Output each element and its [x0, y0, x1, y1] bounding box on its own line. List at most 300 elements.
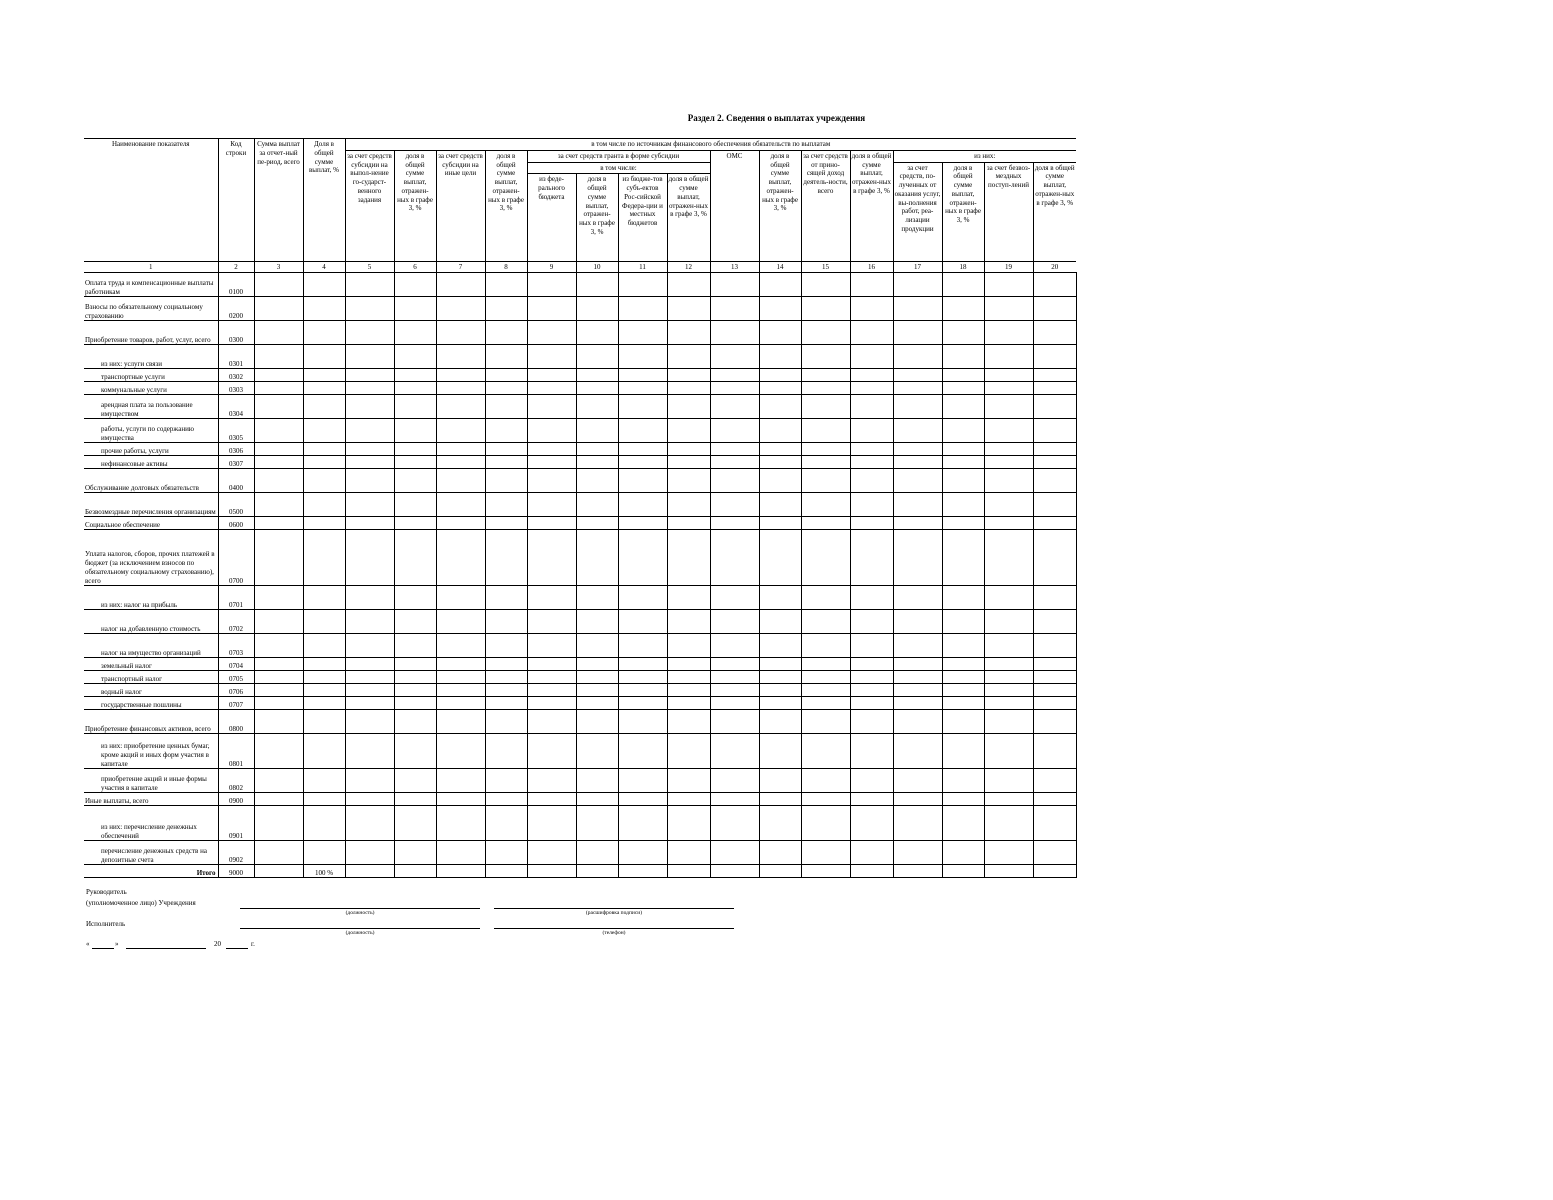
- value-cell[interactable]: [667, 793, 710, 806]
- value-cell[interactable]: [394, 443, 436, 456]
- value-cell[interactable]: [942, 297, 984, 321]
- value-cell[interactable]: [527, 841, 576, 865]
- value-cell[interactable]: [618, 769, 667, 793]
- value-cell[interactable]: [984, 697, 1033, 710]
- value-cell[interactable]: [1033, 841, 1076, 865]
- value-cell[interactable]: [527, 469, 576, 493]
- value-cell[interactable]: [893, 793, 942, 806]
- value-cell[interactable]: [801, 793, 850, 806]
- value-cell[interactable]: [893, 610, 942, 634]
- value-cell[interactable]: [1033, 610, 1076, 634]
- value-cell[interactable]: [527, 345, 576, 369]
- value-cell[interactable]: [394, 419, 436, 443]
- value-cell[interactable]: [436, 345, 485, 369]
- value-cell[interactable]: [345, 382, 394, 395]
- value-cell[interactable]: [345, 769, 394, 793]
- value-cell[interactable]: [710, 634, 759, 658]
- value-cell[interactable]: [759, 395, 801, 419]
- value-cell[interactable]: [942, 769, 984, 793]
- value-cell[interactable]: [618, 658, 667, 671]
- value-cell[interactable]: [984, 493, 1033, 517]
- value-cell[interactable]: [801, 671, 850, 684]
- value-cell[interactable]: [984, 806, 1033, 841]
- value-cell[interactable]: [667, 586, 710, 610]
- value-cell[interactable]: [345, 369, 394, 382]
- value-cell[interactable]: [394, 658, 436, 671]
- value-cell[interactable]: [942, 806, 984, 841]
- value-cell[interactable]: [527, 297, 576, 321]
- value-cell[interactable]: [984, 395, 1033, 419]
- value-cell[interactable]: [345, 684, 394, 697]
- value-cell[interactable]: [618, 793, 667, 806]
- value-cell[interactable]: [394, 734, 436, 769]
- value-cell[interactable]: [527, 395, 576, 419]
- value-cell[interactable]: [667, 321, 710, 345]
- value-cell[interactable]: [618, 297, 667, 321]
- value-cell[interactable]: [345, 530, 394, 586]
- value-cell[interactable]: [576, 610, 618, 634]
- value-cell[interactable]: [710, 395, 759, 419]
- value-cell[interactable]: [576, 443, 618, 456]
- value-cell[interactable]: [710, 517, 759, 530]
- value-cell[interactable]: [436, 395, 485, 419]
- value-cell[interactable]: [710, 273, 759, 297]
- value-cell[interactable]: [942, 493, 984, 517]
- value-cell[interactable]: [984, 273, 1033, 297]
- value-cell[interactable]: [527, 684, 576, 697]
- value-cell[interactable]: [893, 658, 942, 671]
- value-cell[interactable]: [394, 634, 436, 658]
- value-cell[interactable]: [801, 806, 850, 841]
- value-cell[interactable]: [942, 321, 984, 345]
- value-cell[interactable]: [576, 684, 618, 697]
- value-cell[interactable]: [303, 684, 345, 697]
- value-cell[interactable]: [303, 530, 345, 586]
- value-cell[interactable]: [893, 321, 942, 345]
- value-cell[interactable]: [394, 710, 436, 734]
- value-cell[interactable]: [942, 530, 984, 586]
- value-cell[interactable]: [710, 734, 759, 769]
- value-cell[interactable]: [1033, 273, 1076, 297]
- value-cell[interactable]: [618, 865, 667, 878]
- value-cell[interactable]: [759, 517, 801, 530]
- value-cell[interactable]: [485, 493, 527, 517]
- value-cell[interactable]: [436, 806, 485, 841]
- value-cell[interactable]: [759, 710, 801, 734]
- value-cell[interactable]: [576, 634, 618, 658]
- value-cell[interactable]: [527, 734, 576, 769]
- value-cell[interactable]: [485, 841, 527, 865]
- value-cell[interactable]: [576, 297, 618, 321]
- value-cell[interactable]: [801, 634, 850, 658]
- value-cell[interactable]: [394, 530, 436, 586]
- value-cell[interactable]: [984, 419, 1033, 443]
- value-cell[interactable]: [984, 382, 1033, 395]
- value-cell[interactable]: [893, 456, 942, 469]
- value-cell[interactable]: [394, 793, 436, 806]
- value-cell[interactable]: [667, 684, 710, 697]
- value-cell[interactable]: [759, 530, 801, 586]
- value-cell[interactable]: [850, 273, 893, 297]
- value-cell[interactable]: [485, 658, 527, 671]
- value-cell[interactable]: [850, 710, 893, 734]
- value-cell[interactable]: [303, 321, 345, 345]
- value-cell[interactable]: [618, 671, 667, 684]
- value-cell[interactable]: [984, 658, 1033, 671]
- value-cell[interactable]: [759, 865, 801, 878]
- value-cell[interactable]: [710, 684, 759, 697]
- value-cell[interactable]: [394, 469, 436, 493]
- value-cell[interactable]: [303, 841, 345, 865]
- value-cell[interactable]: [667, 382, 710, 395]
- value-cell[interactable]: [1033, 865, 1076, 878]
- value-cell[interactable]: [1033, 456, 1076, 469]
- value-cell[interactable]: [254, 382, 303, 395]
- value-cell[interactable]: [436, 793, 485, 806]
- value-cell[interactable]: [1033, 806, 1076, 841]
- value-cell[interactable]: [759, 469, 801, 493]
- value-cell[interactable]: [801, 345, 850, 369]
- value-cell[interactable]: [710, 369, 759, 382]
- value-cell[interactable]: [303, 297, 345, 321]
- value-cell[interactable]: [710, 658, 759, 671]
- value-cell[interactable]: [527, 697, 576, 710]
- value-cell[interactable]: [436, 493, 485, 517]
- value-cell[interactable]: [850, 734, 893, 769]
- value-cell[interactable]: [850, 517, 893, 530]
- value-cell[interactable]: [485, 321, 527, 345]
- value-cell[interactable]: [893, 443, 942, 456]
- value-cell[interactable]: [618, 530, 667, 586]
- value-cell[interactable]: [527, 517, 576, 530]
- value-cell[interactable]: [436, 517, 485, 530]
- value-cell[interactable]: [303, 517, 345, 530]
- value-cell[interactable]: [984, 443, 1033, 456]
- value-cell[interactable]: [710, 297, 759, 321]
- value-cell[interactable]: [345, 865, 394, 878]
- value-cell[interactable]: [394, 671, 436, 684]
- value-cell[interactable]: [710, 841, 759, 865]
- value-cell[interactable]: [984, 734, 1033, 769]
- value-cell[interactable]: [485, 469, 527, 493]
- value-cell[interactable]: [984, 345, 1033, 369]
- value-cell[interactable]: [850, 530, 893, 586]
- value-cell[interactable]: [485, 345, 527, 369]
- value-cell[interactable]: [801, 684, 850, 697]
- value-cell[interactable]: [801, 273, 850, 297]
- value-cell[interactable]: [1033, 586, 1076, 610]
- value-cell[interactable]: [345, 586, 394, 610]
- value-cell[interactable]: [576, 517, 618, 530]
- value-cell[interactable]: [618, 586, 667, 610]
- value-cell[interactable]: [527, 273, 576, 297]
- value-cell[interactable]: [1033, 697, 1076, 710]
- value-cell[interactable]: [1033, 517, 1076, 530]
- value-cell[interactable]: [1033, 710, 1076, 734]
- value-cell[interactable]: [303, 345, 345, 369]
- value-cell[interactable]: [436, 369, 485, 382]
- value-cell[interactable]: [893, 697, 942, 710]
- value-cell[interactable]: [942, 684, 984, 697]
- value-cell[interactable]: [850, 382, 893, 395]
- value-cell[interactable]: [801, 734, 850, 769]
- value-cell[interactable]: [436, 586, 485, 610]
- value-cell[interactable]: [254, 671, 303, 684]
- value-cell[interactable]: [254, 734, 303, 769]
- value-cell[interactable]: [942, 658, 984, 671]
- value-cell[interactable]: [618, 493, 667, 517]
- value-cell[interactable]: [667, 610, 710, 634]
- value-cell[interactable]: [394, 610, 436, 634]
- value-cell[interactable]: [303, 658, 345, 671]
- value-cell[interactable]: [667, 530, 710, 586]
- value-cell[interactable]: [893, 345, 942, 369]
- value-cell[interactable]: [759, 734, 801, 769]
- value-cell[interactable]: [984, 586, 1033, 610]
- value-cell[interactable]: [759, 793, 801, 806]
- value-cell[interactable]: [759, 369, 801, 382]
- value-cell[interactable]: [254, 769, 303, 793]
- value-cell[interactable]: [254, 456, 303, 469]
- value-cell[interactable]: [801, 395, 850, 419]
- value-cell[interactable]: [527, 443, 576, 456]
- value-cell[interactable]: [667, 273, 710, 297]
- value-cell[interactable]: [667, 493, 710, 517]
- value-cell[interactable]: [667, 456, 710, 469]
- value-cell[interactable]: [710, 469, 759, 493]
- value-cell[interactable]: [710, 610, 759, 634]
- value-cell[interactable]: [984, 793, 1033, 806]
- value-cell[interactable]: [254, 530, 303, 586]
- value-cell[interactable]: [485, 610, 527, 634]
- value-cell[interactable]: [303, 734, 345, 769]
- value-cell[interactable]: [576, 734, 618, 769]
- value-cell[interactable]: [436, 456, 485, 469]
- value-cell[interactable]: [345, 419, 394, 443]
- value-cell[interactable]: [1033, 671, 1076, 684]
- value-cell[interactable]: [527, 793, 576, 806]
- value-cell[interactable]: [893, 469, 942, 493]
- value-cell[interactable]: [576, 841, 618, 865]
- value-cell[interactable]: [850, 419, 893, 443]
- value-cell[interactable]: [618, 634, 667, 658]
- value-cell[interactable]: [527, 806, 576, 841]
- value-cell[interactable]: [394, 586, 436, 610]
- value-cell[interactable]: [303, 369, 345, 382]
- value-cell[interactable]: [710, 345, 759, 369]
- value-cell[interactable]: [527, 586, 576, 610]
- value-cell[interactable]: [759, 443, 801, 456]
- value-cell[interactable]: [667, 369, 710, 382]
- value-cell[interactable]: [254, 443, 303, 456]
- value-cell[interactable]: [618, 684, 667, 697]
- value-cell[interactable]: [759, 456, 801, 469]
- value-cell[interactable]: [984, 321, 1033, 345]
- value-cell[interactable]: [801, 610, 850, 634]
- value-cell[interactable]: [254, 369, 303, 382]
- value-cell[interactable]: [801, 710, 850, 734]
- value-cell[interactable]: [667, 734, 710, 769]
- value-cell[interactable]: [801, 658, 850, 671]
- value-cell[interactable]: [436, 469, 485, 493]
- value-cell[interactable]: [485, 710, 527, 734]
- value-cell[interactable]: [1033, 793, 1076, 806]
- value-cell[interactable]: [893, 517, 942, 530]
- value-cell[interactable]: [667, 697, 710, 710]
- value-cell[interactable]: [984, 769, 1033, 793]
- value-cell[interactable]: [710, 586, 759, 610]
- value-cell[interactable]: [394, 382, 436, 395]
- value-cell[interactable]: [527, 865, 576, 878]
- value-cell[interactable]: [394, 345, 436, 369]
- value-cell[interactable]: [1033, 530, 1076, 586]
- value-cell[interactable]: [710, 493, 759, 517]
- value-cell[interactable]: [303, 806, 345, 841]
- value-cell[interactable]: [893, 734, 942, 769]
- value-cell[interactable]: [254, 841, 303, 865]
- value-cell[interactable]: [759, 345, 801, 369]
- value-cell[interactable]: [527, 658, 576, 671]
- value-cell[interactable]: [485, 684, 527, 697]
- value-cell[interactable]: [618, 382, 667, 395]
- value-cell[interactable]: [984, 456, 1033, 469]
- value-cell[interactable]: [436, 634, 485, 658]
- value-cell[interactable]: [984, 610, 1033, 634]
- value-cell[interactable]: [394, 456, 436, 469]
- value-cell[interactable]: [618, 419, 667, 443]
- value-cell[interactable]: [254, 684, 303, 697]
- value-cell[interactable]: [942, 469, 984, 493]
- value-cell[interactable]: [303, 469, 345, 493]
- value-cell[interactable]: [850, 634, 893, 658]
- value-cell[interactable]: [942, 697, 984, 710]
- value-cell[interactable]: [345, 517, 394, 530]
- value-cell[interactable]: [345, 671, 394, 684]
- value-cell[interactable]: [801, 517, 850, 530]
- value-cell[interactable]: [254, 710, 303, 734]
- value-cell[interactable]: [345, 658, 394, 671]
- value-cell[interactable]: [303, 456, 345, 469]
- value-cell[interactable]: [303, 697, 345, 710]
- value-cell[interactable]: [1033, 443, 1076, 456]
- value-cell[interactable]: [345, 273, 394, 297]
- value-cell[interactable]: [485, 697, 527, 710]
- value-cell[interactable]: [485, 793, 527, 806]
- value-cell[interactable]: [1033, 769, 1076, 793]
- value-cell[interactable]: [436, 697, 485, 710]
- value-cell[interactable]: [394, 369, 436, 382]
- value-cell[interactable]: [345, 841, 394, 865]
- value-cell[interactable]: [710, 530, 759, 586]
- value-cell[interactable]: [527, 671, 576, 684]
- value-cell[interactable]: [942, 734, 984, 769]
- value-cell[interactable]: [893, 865, 942, 878]
- value-cell[interactable]: [254, 493, 303, 517]
- value-cell[interactable]: [984, 469, 1033, 493]
- value-cell[interactable]: [759, 684, 801, 697]
- value-cell[interactable]: [254, 297, 303, 321]
- value-cell[interactable]: [893, 586, 942, 610]
- value-cell[interactable]: [485, 297, 527, 321]
- value-cell[interactable]: [893, 769, 942, 793]
- value-cell[interactable]: [576, 419, 618, 443]
- value-cell[interactable]: [759, 610, 801, 634]
- value-cell[interactable]: [667, 395, 710, 419]
- value-cell[interactable]: [485, 273, 527, 297]
- value-cell[interactable]: [436, 865, 485, 878]
- value-cell[interactable]: [1033, 658, 1076, 671]
- value-cell[interactable]: [254, 273, 303, 297]
- value-cell[interactable]: [485, 382, 527, 395]
- value-cell[interactable]: [1033, 382, 1076, 395]
- value-cell[interactable]: [345, 297, 394, 321]
- value-cell[interactable]: [618, 345, 667, 369]
- value-cell[interactable]: [436, 769, 485, 793]
- value-cell[interactable]: [667, 517, 710, 530]
- value-cell[interactable]: [667, 710, 710, 734]
- value-cell[interactable]: [254, 793, 303, 806]
- value-cell[interactable]: [801, 769, 850, 793]
- value-cell[interactable]: [710, 321, 759, 345]
- value-cell[interactable]: [618, 369, 667, 382]
- value-cell[interactable]: [345, 610, 394, 634]
- value-cell[interactable]: [254, 865, 303, 878]
- value-cell[interactable]: [394, 841, 436, 865]
- value-cell[interactable]: [942, 369, 984, 382]
- value-cell[interactable]: [303, 634, 345, 658]
- value-cell[interactable]: [618, 395, 667, 419]
- value-cell[interactable]: [254, 610, 303, 634]
- value-cell[interactable]: [576, 382, 618, 395]
- value-cell[interactable]: [850, 586, 893, 610]
- value-cell[interactable]: [667, 419, 710, 443]
- value-cell[interactable]: [759, 273, 801, 297]
- value-cell[interactable]: [850, 684, 893, 697]
- value-cell[interactable]: [394, 493, 436, 517]
- value-cell[interactable]: [893, 297, 942, 321]
- value-cell[interactable]: [984, 684, 1033, 697]
- value-cell[interactable]: [759, 658, 801, 671]
- value-cell[interactable]: [527, 710, 576, 734]
- value-cell[interactable]: [667, 658, 710, 671]
- value-cell[interactable]: [345, 443, 394, 456]
- value-cell[interactable]: [710, 697, 759, 710]
- value-cell[interactable]: [436, 610, 485, 634]
- value-cell[interactable]: [618, 841, 667, 865]
- value-cell[interactable]: [485, 456, 527, 469]
- value-cell[interactable]: [576, 710, 618, 734]
- value-cell[interactable]: [303, 493, 345, 517]
- value-cell[interactable]: [618, 806, 667, 841]
- value-cell[interactable]: [345, 734, 394, 769]
- value-cell[interactable]: [801, 456, 850, 469]
- value-cell[interactable]: [436, 297, 485, 321]
- value-cell[interactable]: [984, 530, 1033, 586]
- value-cell[interactable]: [1033, 734, 1076, 769]
- value-cell[interactable]: [893, 806, 942, 841]
- value-cell[interactable]: [436, 658, 485, 671]
- value-cell[interactable]: [618, 456, 667, 469]
- value-cell[interactable]: [527, 493, 576, 517]
- value-cell[interactable]: [576, 586, 618, 610]
- value-cell[interactable]: [801, 469, 850, 493]
- value-cell[interactable]: [303, 443, 345, 456]
- value-cell[interactable]: [527, 321, 576, 345]
- value-cell[interactable]: [850, 697, 893, 710]
- value-cell[interactable]: [850, 671, 893, 684]
- value-cell[interactable]: [942, 443, 984, 456]
- value-cell[interactable]: [618, 273, 667, 297]
